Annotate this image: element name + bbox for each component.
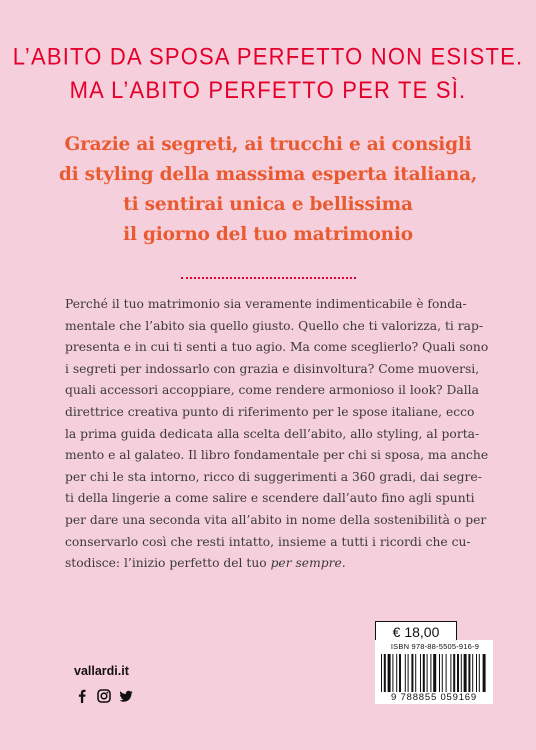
dotted-divider (181, 277, 356, 279)
body-last-line (65, 553, 477, 575)
body-line: Perché il tuo matrimonio sia veramente indimenticabile è fonda- (65, 297, 467, 311)
body-last-line-suffix: . (341, 556, 346, 571)
body-line: la prima guida dedicata alla scelta dell’abito, allo styling, al porta- (65, 426, 480, 441)
barcode-icon (381, 654, 487, 692)
subhead-line-3: ti sentirai unica e bellissima (123, 194, 413, 215)
body-line: per dare una seconda vita all’abito in nome della sostenibilità o per (65, 512, 487, 527)
body-line: presenta e in cui ti senti a tuo agio. Ma come sceglierlo? Quali sono (65, 340, 489, 355)
subhead-line-4: il giorno del tuo matrimonio (123, 224, 413, 245)
body-line: ti della lingerie a come salire e scendere dall’auto fino agli spunti (65, 491, 475, 506)
body-line: mentale che l’abito sia quello giusto. Quello che ti valorizza, ti rap- (65, 318, 483, 333)
barcode-digits: 9 788855 059169 (391, 692, 477, 703)
subhead-line-2: di styling della massima esperta italiana, (58, 164, 478, 185)
body-line: conservarlo così che resti intatto, insieme a tutti i ricordi che cu- (65, 534, 471, 549)
body-last-line-italic: per sempre (270, 556, 342, 571)
price-label: € 18,00 (392, 624, 440, 640)
headline-line-1: L’ABITO DA SPOSA PERFETTO NON ESISTE. (12, 42, 524, 70)
twitter-icon[interactable] (119, 689, 133, 703)
body-line: mento e al galateo. Il libro fondamentale per chi si sposa, ma anche (65, 448, 489, 463)
body-line: direttrice creativa punto di riferimento per le spose italiane, ecco (65, 404, 475, 419)
instagram-icon[interactable] (97, 689, 111, 703)
facebook-icon[interactable] (75, 689, 89, 703)
body-line: i segreti per indossarlo con grazia e disinvoltura? Come muoversi, (65, 361, 480, 376)
headline-line-2: MA L’ABITO PERFETTO PER TE SÌ. (69, 76, 467, 104)
subheadline (0, 130, 536, 250)
description-text (65, 294, 489, 575)
body-line: quali accessori accoppiare, come rendere armonioso il look? Dalla (65, 383, 479, 398)
publisher-website[interactable]: vallardi.it (74, 664, 129, 678)
barcode-box (375, 640, 493, 704)
isbn-label: ISBN 978-88-5505-916-9 (390, 642, 480, 651)
subhead-line-1: Grazie ai segreti, ai trucchi e ai consigli (64, 134, 472, 155)
body-line: per chi le sta intorno, ricco di suggerimenti a 360 gradi, dai segre- (65, 469, 482, 484)
body-last-line-prefix: stodisce: l’inizio perfetto del tuo (65, 556, 271, 571)
headline (0, 40, 536, 107)
social-links (75, 689, 133, 703)
